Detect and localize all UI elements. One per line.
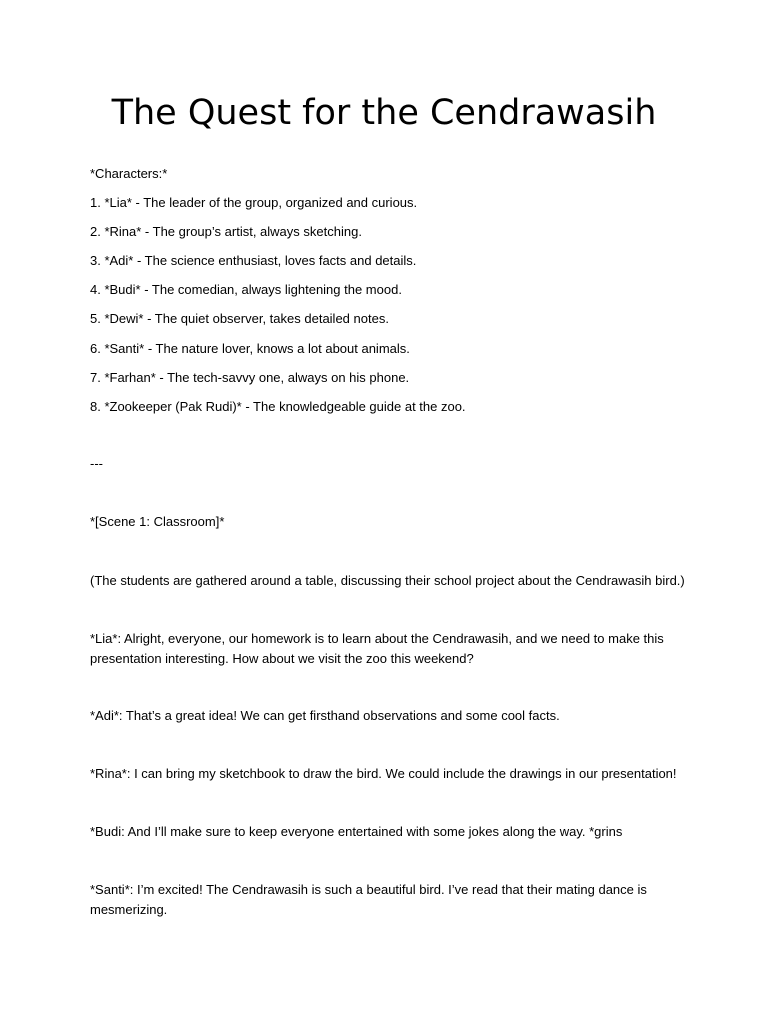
dialogue-line: *Lia*: Alright, everyone, our homework is to learn about the Cendrawasih, and we need to make this presentation interesting. How about we visit the zoo this weekend? <box>90 631 664 666</box>
dialogue-line: *Rina*: I can bring my sketchbook to draw the bird. We could include the drawings in our presentation! <box>90 766 677 781</box>
dialogue-line: *Adi*: That’s a great idea! We can get firsthand observations and some cool facts. <box>90 708 560 723</box>
dialogue-line: *Santi*: I’m excited! The Cendrawasih is such a beautiful bird. I’ve read that their mating dance is mesmerizing. <box>90 882 647 917</box>
dialogue-line: *Budi: And I’ll make sure to keep everyone entertained with some jokes along the way. *grins <box>90 824 623 839</box>
stage-direction: (The students are gathered around a table, discussing their school project about the Cendrawasih bird.) <box>90 573 685 588</box>
character-item: 7. *Farhan* - The tech-savvy one, always on his phone. <box>90 370 410 385</box>
characters-heading: *Characters:* <box>90 166 168 181</box>
character-item: 2. *Rina* - The group’s artist, always sketching. <box>90 224 362 239</box>
document-title: The Quest for the Cendrawasih <box>111 93 657 133</box>
character-item: 1. *Lia* - The leader of the group, organized and curious. <box>90 195 418 210</box>
character-item: 8. *Zookeeper (Pak Rudi)* - The knowledgeable guide at the zoo. <box>90 399 466 414</box>
section-separator: --- <box>90 456 103 471</box>
character-item: 5. *Dewi* - The quiet observer, takes detailed notes. <box>90 311 389 326</box>
character-item: 4. *Budi* - The comedian, always lightening the mood. <box>90 282 402 297</box>
scene-heading: *[Scene 1: Classroom]* <box>90 514 225 529</box>
character-item: 3. *Adi* - The science enthusiast, loves facts and details. <box>90 253 417 268</box>
character-item: 6. *Santi* - The nature lover, knows a lot about animals. <box>90 341 410 356</box>
